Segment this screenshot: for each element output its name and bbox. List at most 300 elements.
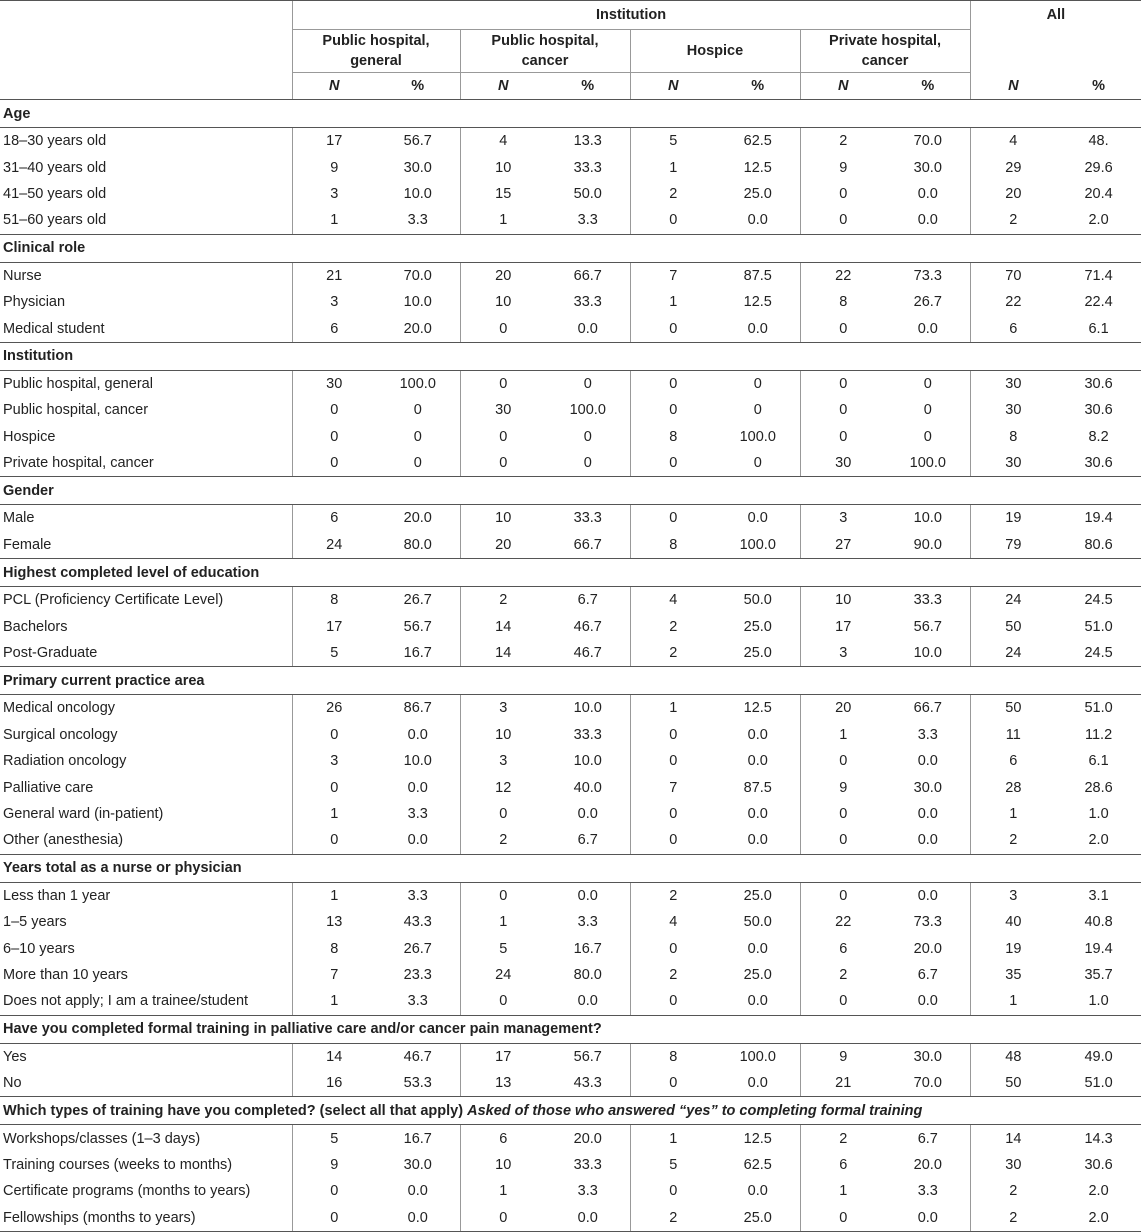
percent-cell: 53.3 (376, 1070, 460, 1097)
table-row (0, 722, 1141, 748)
row-label: Post-Graduate (0, 640, 292, 667)
n-cell: 28 (970, 774, 1056, 800)
n-cell: 1 (292, 988, 376, 1015)
percent-cell: 28.6 (1084, 779, 1113, 796)
percent-cell: 30.6 (1084, 1156, 1113, 1173)
n-cell: 0 (460, 988, 546, 1015)
n-cell: 9 (800, 1043, 886, 1070)
percent-cell: 20.0 (913, 1156, 942, 1173)
n-cell: 1 (460, 909, 546, 935)
row-label: Workshops/classes (1–3 days) (3, 1130, 201, 1147)
percent-cell: 2.0 (1056, 1205, 1141, 1232)
percent-cell: 33.3 (573, 510, 602, 527)
n-cell: 6 (800, 935, 886, 961)
percent-cell: 100.0 (886, 450, 970, 477)
n-cell: 3 (970, 882, 1056, 909)
percent-cell: 29.6 (1084, 159, 1113, 176)
n-cell: 1 (630, 1125, 716, 1152)
section-header-row (0, 1015, 1141, 1043)
section-title-text: Primary current practice area (3, 672, 205, 689)
n-cell: 13 (292, 909, 376, 935)
n-cell: 0 (460, 801, 546, 827)
row-label: More than 10 years (3, 966, 128, 983)
percent-cell: 23.3 (403, 966, 432, 983)
percent-cell: 62.5 (743, 133, 772, 150)
n-cell: 7 (630, 774, 716, 800)
row-label: Hospice (3, 428, 56, 445)
section-title (0, 477, 1141, 505)
group-header-0 (292, 30, 460, 73)
n-cell: 24 (970, 587, 1056, 614)
percent-cell: 0.0 (407, 1183, 428, 1200)
section-title-text: Which types of training have you completed? (select all that apply) (3, 1102, 464, 1119)
percent-cell: 70.0 (403, 267, 432, 284)
n-cell: 14 (292, 1043, 376, 1070)
n-cell: 70 (970, 262, 1056, 289)
percent-cell: 0 (923, 428, 932, 445)
percent-cell: 10.0 (913, 510, 942, 527)
row-label: Training courses (weeks to months) (3, 1156, 233, 1173)
percent-cell: 0.0 (917, 887, 938, 904)
percent-cell: 30.0 (403, 1156, 432, 1173)
percent-cell: 3.3 (546, 207, 630, 234)
percent-cell: 13.3 (573, 133, 602, 150)
percent-cell: 0 (923, 402, 932, 419)
percent-cell: 40.8 (1084, 914, 1113, 931)
percent-cell: 33.3 (573, 1156, 602, 1173)
percent-cell: 3.3 (407, 887, 428, 904)
corner-cell (0, 1, 292, 30)
row-label: Less than 1 year (3, 887, 111, 904)
percent-cell: 50.0 (743, 914, 772, 931)
percent-cell: 0 (583, 428, 592, 445)
n-cell: 0 (292, 774, 376, 800)
group-header-1 (460, 30, 630, 73)
n-cell: 3 (292, 181, 376, 207)
percent-cell: 70.0 (913, 133, 942, 150)
n-cell: 6 (460, 1125, 546, 1152)
n-cell: 0 (800, 207, 886, 234)
percent-cell: 0 (413, 402, 422, 419)
percent-cell: 0.0 (747, 1183, 768, 1200)
section-header-row (0, 477, 1141, 505)
percent-cell: 3.3 (917, 1183, 938, 1200)
table-row (0, 315, 1141, 342)
table-row (0, 748, 1141, 774)
n-cell: 8 (292, 935, 376, 961)
n-cell: 7 (630, 262, 716, 289)
percent-cell: 80.0 (376, 532, 460, 559)
percent-cell: 30.6 (1084, 375, 1113, 392)
percent-cell: 10.0 (403, 294, 432, 311)
n-cell: 20 (460, 262, 546, 289)
n-cell: 8 (630, 1043, 716, 1070)
group-header-line: cancer (521, 53, 569, 69)
row-label: Certificate programs (months to years) (3, 1183, 251, 1200)
n-cell: 1 (630, 289, 716, 315)
percent-cell: 20.4 (1084, 185, 1113, 202)
n-cell: 0 (460, 450, 546, 477)
percent-cell: 0 (546, 450, 630, 477)
percent-cell: 48. (1088, 133, 1109, 150)
table-row (0, 207, 1141, 234)
table-row (0, 587, 1141, 614)
n-cell: 0 (800, 397, 886, 423)
n-cell: 0 (460, 370, 546, 397)
row-label: Public hospital, general (3, 375, 153, 392)
group-header-line: cancer (861, 53, 909, 69)
corner-cell-2 (0, 30, 292, 73)
n-cell: 50 (970, 613, 1056, 639)
table-row (0, 289, 1141, 315)
n-cell: 8 (630, 532, 716, 559)
n-cell: 0 (460, 424, 546, 450)
percent-cell: 30.6 (1084, 402, 1113, 419)
n-cell: 6 (292, 315, 376, 342)
percent-cell: 73.3 (913, 914, 942, 931)
group-header-line: Hospice (686, 43, 744, 59)
percent-cell: 25.0 (743, 887, 772, 904)
percent-cell: 0.0 (407, 779, 428, 796)
n-cell: 0 (800, 748, 886, 774)
n-cell: 2 (630, 640, 716, 667)
row-label: Physician (3, 294, 66, 311)
n-cell: 10 (460, 722, 546, 748)
percent-cell: 0.0 (917, 185, 938, 202)
percent-cell: 0.0 (546, 988, 630, 1015)
percent-cell: 80.0 (573, 966, 602, 983)
n-cell: 19 (970, 935, 1056, 961)
table-row (0, 1152, 1141, 1178)
percent-cell: 12.5 (743, 294, 772, 311)
percent-cell: 19.4 (1084, 940, 1113, 957)
n-header: N (970, 73, 1056, 100)
row-label: Male (3, 510, 35, 527)
percent-cell: 20.0 (403, 510, 432, 527)
n-cell: 50 (970, 1070, 1056, 1097)
percent-cell: 6.1 (1056, 315, 1141, 342)
percent-cell: 56.7 (403, 133, 432, 150)
group-header-line: Private hospital, (829, 33, 942, 49)
percent-cell: 71.4 (1084, 267, 1113, 284)
row-label: Does not apply; I am a trainee/student (0, 988, 292, 1015)
n-cell: 17 (460, 1043, 546, 1070)
row-label: Medical student (0, 315, 292, 342)
percent-cell: 16.7 (403, 1130, 432, 1147)
percent-cell: 86.7 (403, 700, 432, 717)
n-cell: 0 (292, 1178, 376, 1204)
percent-cell: 46.7 (403, 1048, 432, 1065)
percent-cell: 0 (753, 402, 762, 419)
percent-cell: 33.3 (573, 294, 602, 311)
section-title (0, 667, 1141, 695)
n-cell: 1 (800, 1178, 886, 1204)
n-cell: 50 (970, 695, 1056, 722)
n-cell: 0 (630, 397, 716, 423)
percent-cell: 0.0 (376, 1205, 460, 1232)
n-cell: 0 (460, 315, 546, 342)
n-cell: 0 (800, 801, 886, 827)
n-cell: 6 (970, 748, 1056, 774)
percent-header: % (886, 73, 970, 100)
percent-cell: 56.7 (573, 1048, 602, 1065)
percent-cell: 10.0 (886, 640, 970, 667)
n-cell: 3 (800, 640, 886, 667)
n-cell: 0 (292, 1205, 376, 1232)
section-header-row (0, 342, 1141, 370)
n-cell: 0 (630, 801, 716, 827)
percent-cell: 30.6 (1056, 450, 1141, 477)
section-header-row (0, 234, 1141, 262)
n-cell: 2 (630, 962, 716, 988)
percent-cell: 0.0 (407, 726, 428, 743)
n-cell: 2 (970, 827, 1056, 854)
row-label: 41–50 years old (3, 185, 107, 202)
n-cell: 6 (800, 1152, 886, 1178)
n-cell: 29 (970, 154, 1056, 180)
table-row (0, 882, 1141, 909)
percent-cell: 0.0 (747, 726, 768, 743)
n-cell: 1 (460, 1178, 546, 1204)
section-title (0, 100, 1141, 128)
row-label: Private hospital, cancer (0, 450, 292, 477)
percent-cell: 33.3 (573, 726, 602, 743)
n-cell: 2 (800, 128, 886, 155)
percent-header: % (1056, 73, 1141, 100)
percent-cell: 30.0 (403, 159, 432, 176)
group-header-line: general (350, 53, 402, 69)
n-cell: 21 (292, 262, 376, 289)
n-cell: 7 (292, 962, 376, 988)
n-cell: 1 (970, 988, 1056, 1015)
n-cell: 2 (630, 181, 716, 207)
row-label: General ward (in-patient) (3, 806, 164, 822)
section-header-row (0, 854, 1141, 882)
table-body (0, 100, 1141, 1232)
n-cell: 20 (970, 181, 1056, 207)
percent-cell: 25.0 (716, 1205, 800, 1232)
percent-cell: 0 (753, 375, 762, 392)
row-label: Radiation oncology (3, 753, 127, 770)
percent-cell: 35.7 (1084, 966, 1113, 983)
n-cell: 17 (292, 128, 376, 155)
percent-cell: 100.0 (399, 375, 436, 392)
n-cell: 30 (800, 450, 886, 477)
table-row (0, 505, 1141, 532)
n-cell: 16 (292, 1070, 376, 1097)
group-header-2 (630, 30, 800, 73)
n-cell: 0 (292, 450, 376, 477)
n-cell: 0 (630, 505, 716, 532)
n-cell: 14 (970, 1125, 1056, 1152)
n-cell: 35 (970, 962, 1056, 988)
n-cell: 8 (630, 424, 716, 450)
percent-cell: 0.0 (886, 988, 970, 1015)
n-cell: 30 (970, 397, 1056, 423)
n-cell: 2 (800, 962, 886, 988)
n-cell: 2 (970, 207, 1056, 234)
percent-cell: 33.3 (573, 159, 602, 176)
percent-cell: 100.0 (739, 428, 776, 445)
percent-cell: 30.0 (913, 1048, 942, 1065)
group-header-3 (800, 30, 970, 73)
n-cell: 30 (970, 370, 1056, 397)
table-row (0, 1125, 1141, 1152)
percent-cell: 49.0 (1084, 1048, 1113, 1065)
table-row (0, 962, 1141, 988)
section-title (0, 1097, 1141, 1125)
n-cell: 22 (800, 262, 886, 289)
n-cell: 4 (630, 587, 716, 614)
section-title (0, 854, 1141, 882)
n-cell: 9 (800, 154, 886, 180)
n-cell: 9 (800, 774, 886, 800)
table-row (0, 613, 1141, 639)
n-cell: 1 (800, 722, 886, 748)
n-cell: 5 (292, 1125, 376, 1152)
n-cell: 27 (800, 532, 886, 559)
percent-header: % (546, 73, 630, 100)
percent-cell: 0 (583, 375, 592, 392)
percent-cell: 12.5 (743, 700, 772, 717)
table-row (0, 640, 1141, 667)
n-cell: 0 (800, 181, 886, 207)
percent-header: % (716, 73, 800, 100)
n-cell: 30 (970, 1152, 1056, 1178)
n-cell: 1 (460, 207, 546, 234)
row-label: No (0, 1070, 292, 1097)
percent-cell: 66.7 (573, 267, 602, 284)
group-header-line: Public hospital, (491, 33, 599, 49)
n-cell: 0 (630, 1178, 716, 1204)
n-header: N (800, 73, 886, 100)
n-cell: 0 (800, 1205, 886, 1232)
percent-cell: 0.0 (716, 827, 800, 854)
table-row (0, 1070, 1141, 1097)
n-cell: 79 (970, 532, 1056, 559)
percent-cell: 14.3 (1084, 1130, 1113, 1147)
percent-cell: 100.0 (716, 532, 800, 559)
percent-cell: 43.3 (546, 1070, 630, 1097)
section-title-text: Years total as a nurse or physician (3, 860, 242, 877)
n-header: N (460, 73, 546, 100)
section-title-text: Age (3, 105, 31, 122)
percent-cell: 0.0 (577, 806, 598, 822)
n-cell: 0 (630, 450, 716, 477)
percent-cell: 3.3 (376, 988, 460, 1015)
table-row (0, 935, 1141, 961)
n-cell: 20 (800, 695, 886, 722)
section-header-row (0, 1097, 1141, 1125)
percent-cell: 33.3 (913, 592, 942, 609)
percent-cell: 6.1 (1088, 753, 1109, 770)
n-cell: 0 (630, 315, 716, 342)
percent-cell: 56.7 (403, 618, 432, 635)
row-label: Palliative care (3, 779, 94, 796)
n-cell: 10 (800, 587, 886, 614)
n-cell: 17 (800, 613, 886, 639)
section-title-text: Have you completed formal training in palliative care and/or cancer pain management? (3, 1021, 602, 1038)
n-cell: 0 (800, 370, 886, 397)
n-cell: 24 (460, 962, 546, 988)
n-cell: 3 (800, 505, 886, 532)
percent-cell: 46.7 (573, 618, 602, 635)
n-cell: 17 (292, 613, 376, 639)
percent-cell: 22.4 (1084, 294, 1113, 311)
n-cell: 5 (630, 1152, 716, 1178)
percent-cell: 51.0 (1084, 700, 1113, 717)
table-row (0, 988, 1141, 1015)
n-cell: 1 (292, 801, 376, 827)
percent-cell: 20.0 (913, 940, 942, 957)
row-label: Female (0, 532, 292, 559)
n-cell: 13 (460, 1070, 546, 1097)
row-label: PCL (Proficiency Certificate Level) (3, 592, 224, 609)
percent-cell: 24.5 (1084, 592, 1113, 609)
percent-cell: 0.0 (886, 207, 970, 234)
table-row (0, 774, 1141, 800)
n-cell: 30 (292, 370, 376, 397)
n-cell: 3 (292, 289, 376, 315)
n-header: N (630, 73, 716, 100)
n-cell: 0 (800, 315, 886, 342)
percent-cell: 30.0 (913, 779, 942, 796)
percent-cell: 30.0 (913, 159, 942, 176)
n-cell: 8 (800, 289, 886, 315)
table-row (0, 128, 1141, 155)
percent-cell: 25.0 (743, 966, 772, 983)
percent-cell: 0 (923, 375, 932, 392)
row-label: Nurse (3, 267, 42, 284)
n-cell: 6 (970, 315, 1056, 342)
institution-header: Institution (292, 1, 970, 30)
n-cell: 4 (630, 909, 716, 935)
table-row (0, 262, 1141, 289)
percent-cell: 19.4 (1084, 510, 1113, 527)
percent-cell: 73.3 (913, 267, 942, 284)
table-row (0, 695, 1141, 722)
table-row (0, 181, 1141, 207)
percent-cell: 1.0 (1056, 988, 1141, 1015)
percent-cell: 43.3 (403, 914, 432, 931)
n-cell: 20 (460, 532, 546, 559)
n-cell: 3 (460, 748, 546, 774)
n-cell: 2 (630, 1205, 716, 1232)
group-header-row (0, 30, 1141, 73)
n-cell: 19 (970, 505, 1056, 532)
n-cell: 4 (460, 128, 546, 155)
percent-cell: 12.5 (743, 1130, 772, 1147)
percent-cell: 26.7 (403, 592, 432, 609)
n-cell: 6 (292, 505, 376, 532)
percent-cell: 0.0 (546, 315, 630, 342)
percent-cell: 3.3 (376, 207, 460, 234)
section-title (0, 342, 1141, 370)
percent-cell: 24.5 (1056, 640, 1141, 667)
section-title-note: Asked of those who answered “yes” to completing formal training (467, 1102, 923, 1119)
percent-cell: 40.0 (573, 779, 602, 796)
n-cell: 0 (630, 207, 716, 234)
n-cell: 9 (292, 154, 376, 180)
percent-cell: 16.7 (573, 940, 602, 957)
percent-cell: 0.0 (716, 207, 800, 234)
n-cell: 1 (292, 207, 376, 234)
percent-cell: 0.0 (577, 887, 598, 904)
table-row (0, 1178, 1141, 1204)
n-cell: 11 (970, 722, 1056, 748)
row-label: 18–30 years old (3, 133, 107, 150)
section-title (0, 559, 1141, 587)
